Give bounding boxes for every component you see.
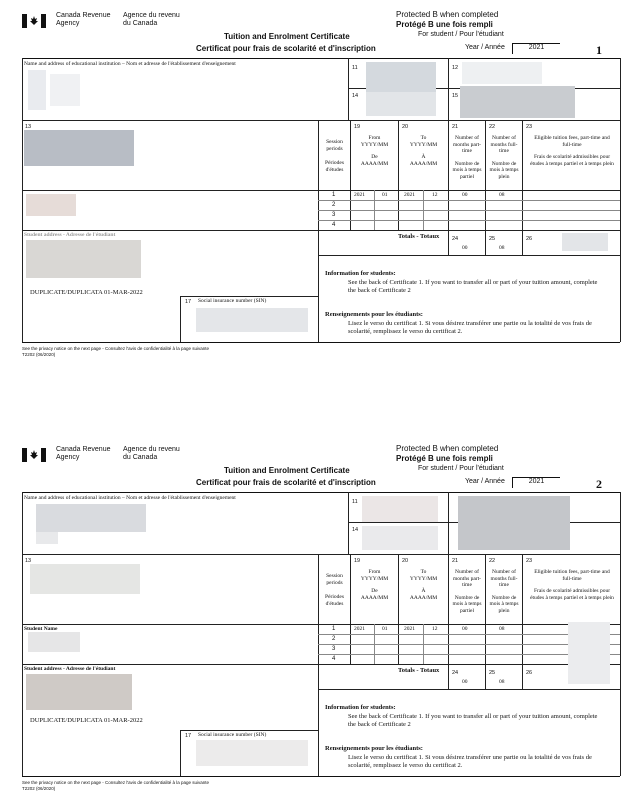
row1-from-month: 01 <box>382 626 388 632</box>
box-23-label: 23 <box>526 558 533 564</box>
agency-name-en: Canada Revenue Agency <box>56 446 111 461</box>
box-21-label: 21 <box>452 558 459 564</box>
duplicate-stamp: DUPLICATE/DUPLICATA 01-MAR-2022 <box>30 289 143 296</box>
box-24-label: 24 <box>452 670 459 676</box>
canada-flag-icon <box>22 448 46 462</box>
privacy-notice: See the privacy notice on the next page - Consultez l'avis de confidentialité à la page suivante <box>22 346 209 351</box>
row1-from-year: 2021 <box>354 626 365 632</box>
form-title-fr: Certificat pour frais de scolarité et d'inscription <box>196 478 376 487</box>
row1-part-time: 00 <box>462 192 468 198</box>
agency-name-fr: Agence du revenu du Canada <box>123 12 180 27</box>
year-label: Year / Année <box>465 478 505 485</box>
row-number-2: 2 <box>332 636 336 642</box>
row1-full-time: 08 <box>499 626 505 632</box>
box-24-label: 24 <box>452 236 459 242</box>
row1-to-month: 12 <box>432 626 438 632</box>
box-12-label: 12 <box>452 65 459 71</box>
protected-label: Protected B when completed Protégé B une fois rempli <box>396 444 499 463</box>
box-25-label: 25 <box>489 670 496 676</box>
row-number-3: 3 <box>332 646 336 652</box>
part-time-header: Number of months part-time Nombre de mois à temps partiel <box>452 135 482 180</box>
year-label: Year / Année <box>465 44 505 51</box>
form-title-fr: Certificat pour frais de scolarité et d'inscription <box>196 44 376 53</box>
box-11-label: 11 <box>352 65 358 71</box>
agency-name-en: Canada Revenue Agency <box>56 12 111 27</box>
box-26-label: 26 <box>526 236 533 242</box>
box-19-label: 19 <box>354 558 361 564</box>
session-periods-header: Session periods Périodes d'études <box>325 573 344 607</box>
row1-to-year: 2021 <box>404 192 415 198</box>
student-address-label: Student address - Adresse de l'étudiant <box>24 232 116 238</box>
student-name-label: Student Name <box>24 626 58 632</box>
form-title-en: Tuition and Enrolment Certificate <box>224 466 350 475</box>
info-students-body: See the back of Certificate 1. If you want to transfer all or part of your tuition amount, complete the back of Certificate 2 <box>348 279 598 294</box>
part-time-header: Number of months part-time Nombre de mois à temps partiel <box>452 569 482 614</box>
to-header: To YYYY/MM À AAAA/MM <box>409 569 438 601</box>
form-title-en: Tuition and Enrolment Certificate <box>224 32 350 41</box>
box-17-label: 17 <box>185 299 192 305</box>
box-26-label: 26 <box>526 670 533 676</box>
row1-to-month: 12 <box>432 192 438 198</box>
row-number-1: 1 <box>332 626 336 632</box>
total-part-time: 00 <box>462 245 468 251</box>
certificate-number: 2 <box>596 477 602 491</box>
canada-flag-icon <box>22 14 46 28</box>
certificate-number: 1 <box>596 43 602 57</box>
certificate-1 <box>0 0 637 372</box>
box-22-label: 22 <box>489 124 496 130</box>
row-number-2: 2 <box>332 202 336 208</box>
sin-label: Social insurance number (SIN) <box>198 732 267 738</box>
session-periods-header: Session periods Périodes d'études <box>325 139 344 173</box>
box-14-label: 14 <box>352 93 359 99</box>
form-code: T2202 (06/2020) <box>22 352 56 357</box>
row1-from-month: 01 <box>382 192 388 198</box>
student-address-label: Student address - Adresse de l'étudiant <box>24 666 116 672</box>
info-students-title: Information for students: <box>325 270 396 277</box>
year-field: 2021 <box>512 477 560 488</box>
info-fr-title: Renseignements pour les étudiants: <box>325 311 423 318</box>
info-fr-body: Lisez le verso du certificat 1. Si vous désirez transférer une partie ou la totalité de vos frais de scolarité, remplissez le verso du certificat 2. <box>348 320 592 335</box>
sin-label: Social insurance number (SIN) <box>198 298 267 304</box>
box-23-label: 23 <box>526 124 533 130</box>
box-19-label: 19 <box>354 124 361 130</box>
row-number-4: 4 <box>332 222 336 228</box>
box-25-label: 25 <box>489 236 496 242</box>
totals-label: Totals - Totaux <box>398 233 440 240</box>
info-fr-title: Renseignements pour les étudiants: <box>325 745 423 752</box>
tuition-fees-header: Eligible tuition fees, part-time and full-time Frais de scolarité admissibles pour études à temps partiel et à temps plein <box>530 135 614 167</box>
institution-label: Name and address of educational institution – Nom et adresse de l'établissement d'enseignement <box>24 61 236 67</box>
box-15-label: 15 <box>452 93 459 99</box>
certificate-2 <box>0 434 637 806</box>
institution-label: Name and address of educational institution – Nom et adresse de l'établissement d'enseignement <box>24 495 236 501</box>
box-13-label: 13 <box>25 558 32 564</box>
box-11-label: 11 <box>352 499 358 505</box>
info-students-body: See the back of Certificate 1. If you want to transfer all or part of your tuition amount, complete the back of Certificate 2 <box>348 713 598 728</box>
row1-part-time: 00 <box>462 626 468 632</box>
total-full-time: 08 <box>499 245 505 251</box>
row1-to-year: 2021 <box>404 626 415 632</box>
box-17-label: 17 <box>185 733 192 739</box>
from-header: From YYYY/MM De AAAA/MM <box>360 135 389 167</box>
totals-label: Totals - Totaux <box>398 667 440 674</box>
row1-from-year: 2021 <box>354 192 365 198</box>
total-part-time: 00 <box>462 679 468 685</box>
info-fr-body: Lisez le verso du certificat 1. Si vous désirez transférer une partie ou la totalité de vos frais de scolarité, remplissez le verso du certificat 2. <box>348 754 592 769</box>
form-code: T2202 (06/2020) <box>22 786 56 791</box>
box-13-label: 13 <box>25 124 32 130</box>
full-time-header: Number of months full-time Nombre de mois à temps plein <box>489 135 519 180</box>
info-students-title: Information for students: <box>325 704 396 711</box>
row1-full-time: 08 <box>499 192 505 198</box>
for-student-label: For student / Pour l'étudiant <box>418 465 504 472</box>
from-header: From YYYY/MM De AAAA/MM <box>360 569 389 601</box>
box-20-label: 20 <box>402 558 409 564</box>
box-20-label: 20 <box>402 124 409 130</box>
row-number-1: 1 <box>332 192 336 198</box>
tuition-fees-header: Eligible tuition fees, part-time and full-time Frais de scolarité admissibles pour études à temps partiel et à temps plein <box>530 569 614 601</box>
total-full-time: 08 <box>499 679 505 685</box>
to-header: To YYYY/MM À AAAA/MM <box>409 135 438 167</box>
row-number-4: 4 <box>332 656 336 662</box>
full-time-header: Number of months full-time Nombre de mois à temps plein <box>489 569 519 614</box>
box-21-label: 21 <box>452 124 459 130</box>
box-14-label: 14 <box>352 527 359 533</box>
box-22-label: 22 <box>489 558 496 564</box>
for-student-label: For student / Pour l'étudiant <box>418 31 504 38</box>
protected-label: Protected B when completed Protégé B une fois rempli <box>396 10 499 29</box>
privacy-notice: See the privacy notice on the next page - Consultez l'avis de confidentialité à la page suivante <box>22 780 209 785</box>
agency-name-fr: Agence du revenu du Canada <box>123 446 180 461</box>
year-field: 2021 <box>512 43 560 54</box>
duplicate-stamp: DUPLICATE/DUPLICATA 01-MAR-2022 <box>30 717 143 724</box>
row-number-3: 3 <box>332 212 336 218</box>
